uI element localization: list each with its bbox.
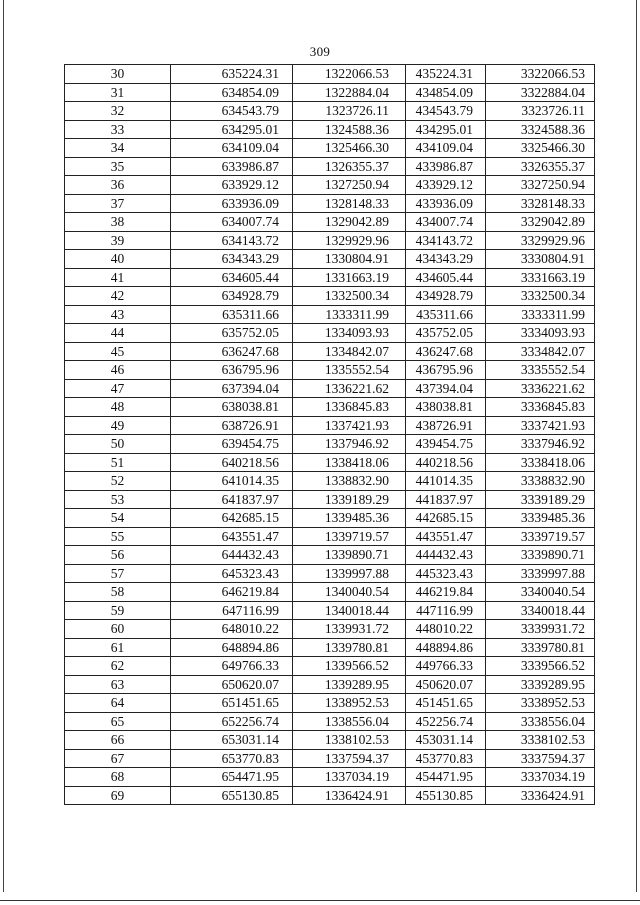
y-coordinate-cell: 1327250.94 xyxy=(293,176,406,195)
y-coordinate-cell: 1334093.93 xyxy=(293,324,406,343)
point-number-cell: 49 xyxy=(65,416,171,435)
table-row xyxy=(65,509,595,528)
x-coordinate-cell: 649766.33 xyxy=(171,657,293,676)
point-number-cell: 67 xyxy=(65,749,171,768)
y-coordinate-cell: 1339189.29 xyxy=(293,490,406,509)
y-coordinate-alt-cell: 3336221.62 xyxy=(486,379,595,398)
point-number-cell: 44 xyxy=(65,324,171,343)
point-number-cell: 69 xyxy=(65,786,171,805)
y-coordinate-cell: 1337034.19 xyxy=(293,768,406,787)
point-number-cell: 43 xyxy=(65,305,171,324)
x-coordinate-alt-cell: 434295.01 xyxy=(406,120,486,139)
table-row xyxy=(65,194,595,213)
x-coordinate-cell: 636795.96 xyxy=(171,361,293,380)
x-coordinate-alt-cell: 434343.29 xyxy=(406,250,486,269)
y-coordinate-cell: 1337946.92 xyxy=(293,435,406,454)
table-row xyxy=(65,268,595,287)
y-coordinate-alt-cell: 3339931.72 xyxy=(486,620,595,639)
y-coordinate-cell: 1338832.90 xyxy=(293,472,406,491)
point-number-cell: 55 xyxy=(65,527,171,546)
x-coordinate-alt-cell: 435752.05 xyxy=(406,324,486,343)
point-number-cell: 41 xyxy=(65,268,171,287)
table-row xyxy=(65,324,595,343)
y-coordinate-cell: 1333311.99 xyxy=(293,305,406,324)
table-row xyxy=(65,675,595,694)
x-coordinate-alt-cell: 442685.15 xyxy=(406,509,486,528)
x-coordinate-cell: 634109.04 xyxy=(171,139,293,158)
point-number-cell: 66 xyxy=(65,731,171,750)
x-coordinate-alt-cell: 434928.79 xyxy=(406,287,486,306)
y-coordinate-cell: 1339485.36 xyxy=(293,509,406,528)
x-coordinate-cell: 635311.66 xyxy=(171,305,293,324)
y-coordinate-cell: 1339931.72 xyxy=(293,620,406,639)
table-row xyxy=(65,731,595,750)
x-coordinate-alt-cell: 443551.47 xyxy=(406,527,486,546)
y-coordinate-cell: 1335552.54 xyxy=(293,361,406,380)
table-row xyxy=(65,176,595,195)
page-frame-left-edge xyxy=(3,0,4,892)
y-coordinate-alt-cell: 3339189.29 xyxy=(486,490,595,509)
point-number-cell: 30 xyxy=(65,65,171,84)
x-coordinate-alt-cell: 437394.04 xyxy=(406,379,486,398)
y-coordinate-alt-cell: 3340018.44 xyxy=(486,601,595,620)
x-coordinate-alt-cell: 440218.56 xyxy=(406,453,486,472)
y-coordinate-alt-cell: 3339890.71 xyxy=(486,546,595,565)
point-number-cell: 45 xyxy=(65,342,171,361)
x-coordinate-alt-cell: 447116.99 xyxy=(406,601,486,620)
y-coordinate-cell: 1337594.37 xyxy=(293,749,406,768)
table-row xyxy=(65,638,595,657)
x-coordinate-alt-cell: 434543.79 xyxy=(406,102,486,121)
y-coordinate-alt-cell: 3337034.19 xyxy=(486,768,595,787)
x-coordinate-cell: 634605.44 xyxy=(171,268,293,287)
table-row xyxy=(65,694,595,713)
x-coordinate-cell: 639454.75 xyxy=(171,435,293,454)
x-coordinate-cell: 640218.56 xyxy=(171,453,293,472)
y-coordinate-cell: 1340040.54 xyxy=(293,583,406,602)
x-coordinate-alt-cell: 441837.97 xyxy=(406,490,486,509)
x-coordinate-cell: 641014.35 xyxy=(171,472,293,491)
table-row xyxy=(65,546,595,565)
point-number-cell: 64 xyxy=(65,694,171,713)
x-coordinate-alt-cell: 448894.86 xyxy=(406,638,486,657)
y-coordinate-cell: 1338952.53 xyxy=(293,694,406,713)
y-coordinate-alt-cell: 3329929.96 xyxy=(486,231,595,250)
y-coordinate-alt-cell: 3322066.53 xyxy=(486,65,595,84)
x-coordinate-alt-cell: 449766.33 xyxy=(406,657,486,676)
y-coordinate-alt-cell: 3332500.34 xyxy=(486,287,595,306)
point-number-cell: 37 xyxy=(65,194,171,213)
y-coordinate-cell: 1339566.52 xyxy=(293,657,406,676)
y-coordinate-cell: 1339890.71 xyxy=(293,546,406,565)
point-number-cell: 62 xyxy=(65,657,171,676)
x-coordinate-alt-cell: 434605.44 xyxy=(406,268,486,287)
point-number-cell: 34 xyxy=(65,139,171,158)
x-coordinate-alt-cell: 434109.04 xyxy=(406,139,486,158)
table-row xyxy=(65,564,595,583)
x-coordinate-alt-cell: 433929.12 xyxy=(406,176,486,195)
y-coordinate-alt-cell: 3331663.19 xyxy=(486,268,595,287)
y-coordinate-cell: 1339780.81 xyxy=(293,638,406,657)
y-coordinate-alt-cell: 3334842.07 xyxy=(486,342,595,361)
y-coordinate-cell: 1338418.06 xyxy=(293,453,406,472)
point-number-cell: 33 xyxy=(65,120,171,139)
coordinate-table xyxy=(64,64,595,805)
x-coordinate-alt-cell: 439454.75 xyxy=(406,435,486,454)
table-row xyxy=(65,657,595,676)
y-coordinate-alt-cell: 3338832.90 xyxy=(486,472,595,491)
coordinate-table-body xyxy=(65,65,595,805)
y-coordinate-cell: 1339289.95 xyxy=(293,675,406,694)
x-coordinate-alt-cell: 438038.81 xyxy=(406,398,486,417)
x-coordinate-alt-cell: 433936.09 xyxy=(406,194,486,213)
point-number-cell: 39 xyxy=(65,231,171,250)
point-number-cell: 65 xyxy=(65,712,171,731)
x-coordinate-cell: 650620.07 xyxy=(171,675,293,694)
y-coordinate-alt-cell: 3326355.37 xyxy=(486,157,595,176)
y-coordinate-cell: 1332500.34 xyxy=(293,287,406,306)
point-number-cell: 51 xyxy=(65,453,171,472)
table-row xyxy=(65,768,595,787)
y-coordinate-alt-cell: 3335552.54 xyxy=(486,361,595,380)
page-bottom-edge xyxy=(0,900,640,901)
y-coordinate-alt-cell: 3336424.91 xyxy=(486,786,595,805)
y-coordinate-cell: 1337421.93 xyxy=(293,416,406,435)
x-coordinate-cell: 634143.72 xyxy=(171,231,293,250)
x-coordinate-cell: 653770.83 xyxy=(171,749,293,768)
x-coordinate-alt-cell: 451451.65 xyxy=(406,694,486,713)
x-coordinate-alt-cell: 453031.14 xyxy=(406,731,486,750)
x-coordinate-alt-cell: 455130.85 xyxy=(406,786,486,805)
table-row xyxy=(65,490,595,509)
point-number-cell: 56 xyxy=(65,546,171,565)
point-number-cell: 63 xyxy=(65,675,171,694)
x-coordinate-cell: 634543.79 xyxy=(171,102,293,121)
page-frame-right-edge xyxy=(636,0,637,892)
y-coordinate-cell: 1326355.37 xyxy=(293,157,406,176)
table-row xyxy=(65,250,595,269)
point-number-cell: 57 xyxy=(65,564,171,583)
point-number-cell: 48 xyxy=(65,398,171,417)
x-coordinate-alt-cell: 441014.35 xyxy=(406,472,486,491)
x-coordinate-cell: 635752.05 xyxy=(171,324,293,343)
point-number-cell: 52 xyxy=(65,472,171,491)
table-row xyxy=(65,601,595,620)
y-coordinate-alt-cell: 3336845.83 xyxy=(486,398,595,417)
x-coordinate-cell: 648010.22 xyxy=(171,620,293,639)
point-number-cell: 40 xyxy=(65,250,171,269)
y-coordinate-alt-cell: 3327250.94 xyxy=(486,176,595,195)
point-number-cell: 47 xyxy=(65,379,171,398)
y-coordinate-cell: 1339719.57 xyxy=(293,527,406,546)
table-row xyxy=(65,65,595,84)
table-row xyxy=(65,379,595,398)
point-number-cell: 68 xyxy=(65,768,171,787)
y-coordinate-alt-cell: 3338102.53 xyxy=(486,731,595,750)
table-row xyxy=(65,287,595,306)
x-coordinate-cell: 641837.97 xyxy=(171,490,293,509)
table-row xyxy=(65,712,595,731)
x-coordinate-cell: 635224.31 xyxy=(171,65,293,84)
x-coordinate-cell: 637394.04 xyxy=(171,379,293,398)
y-coordinate-cell: 1322066.53 xyxy=(293,65,406,84)
y-coordinate-alt-cell: 3340040.54 xyxy=(486,583,595,602)
y-coordinate-alt-cell: 3334093.93 xyxy=(486,324,595,343)
x-coordinate-cell: 644432.43 xyxy=(171,546,293,565)
y-coordinate-cell: 1338556.04 xyxy=(293,712,406,731)
y-coordinate-cell: 1338102.53 xyxy=(293,731,406,750)
y-coordinate-alt-cell: 3322884.04 xyxy=(486,83,595,102)
y-coordinate-cell: 1324588.36 xyxy=(293,120,406,139)
x-coordinate-cell: 653031.14 xyxy=(171,731,293,750)
x-coordinate-alt-cell: 454471.95 xyxy=(406,768,486,787)
table-row xyxy=(65,342,595,361)
y-coordinate-alt-cell: 3333311.99 xyxy=(486,305,595,324)
table-row xyxy=(65,749,595,768)
table-row xyxy=(65,416,595,435)
y-coordinate-cell: 1322884.04 xyxy=(293,83,406,102)
y-coordinate-cell: 1329929.96 xyxy=(293,231,406,250)
point-number-cell: 46 xyxy=(65,361,171,380)
y-coordinate-cell: 1336845.83 xyxy=(293,398,406,417)
y-coordinate-alt-cell: 3339780.81 xyxy=(486,638,595,657)
y-coordinate-cell: 1328148.33 xyxy=(293,194,406,213)
x-coordinate-cell: 634928.79 xyxy=(171,287,293,306)
point-number-cell: 59 xyxy=(65,601,171,620)
x-coordinate-alt-cell: 450620.07 xyxy=(406,675,486,694)
y-coordinate-cell: 1323726.11 xyxy=(293,102,406,121)
x-coordinate-cell: 645323.43 xyxy=(171,564,293,583)
table-row xyxy=(65,102,595,121)
x-coordinate-alt-cell: 436247.68 xyxy=(406,342,486,361)
y-coordinate-alt-cell: 3338952.53 xyxy=(486,694,595,713)
x-coordinate-alt-cell: 435224.31 xyxy=(406,65,486,84)
y-coordinate-cell: 1331663.19 xyxy=(293,268,406,287)
table-row xyxy=(65,435,595,454)
point-number-cell: 58 xyxy=(65,583,171,602)
y-coordinate-alt-cell: 3339289.95 xyxy=(486,675,595,694)
y-coordinate-cell: 1336424.91 xyxy=(293,786,406,805)
point-number-cell: 50 xyxy=(65,435,171,454)
y-coordinate-alt-cell: 3337594.37 xyxy=(486,749,595,768)
x-coordinate-cell: 655130.85 xyxy=(171,786,293,805)
table-row xyxy=(65,305,595,324)
x-coordinate-cell: 634854.09 xyxy=(171,83,293,102)
y-coordinate-alt-cell: 3330804.91 xyxy=(486,250,595,269)
y-coordinate-cell: 1329042.89 xyxy=(293,213,406,232)
point-number-cell: 36 xyxy=(65,176,171,195)
x-coordinate-alt-cell: 452256.74 xyxy=(406,712,486,731)
table-row xyxy=(65,527,595,546)
y-coordinate-cell: 1336221.62 xyxy=(293,379,406,398)
x-coordinate-alt-cell: 438726.91 xyxy=(406,416,486,435)
x-coordinate-alt-cell: 434143.72 xyxy=(406,231,486,250)
point-number-cell: 42 xyxy=(65,287,171,306)
x-coordinate-cell: 633929.12 xyxy=(171,176,293,195)
x-coordinate-cell: 636247.68 xyxy=(171,342,293,361)
y-coordinate-cell: 1330804.91 xyxy=(293,250,406,269)
point-number-cell: 32 xyxy=(65,102,171,121)
table-row xyxy=(65,472,595,491)
x-coordinate-alt-cell: 434007.74 xyxy=(406,213,486,232)
y-coordinate-alt-cell: 3338556.04 xyxy=(486,712,595,731)
y-coordinate-cell: 1334842.07 xyxy=(293,342,406,361)
x-coordinate-alt-cell: 446219.84 xyxy=(406,583,486,602)
y-coordinate-alt-cell: 3328148.33 xyxy=(486,194,595,213)
x-coordinate-cell: 647116.99 xyxy=(171,601,293,620)
table-row xyxy=(65,361,595,380)
x-coordinate-cell: 633986.87 xyxy=(171,157,293,176)
y-coordinate-cell: 1340018.44 xyxy=(293,601,406,620)
table-row xyxy=(65,398,595,417)
x-coordinate-cell: 638038.81 xyxy=(171,398,293,417)
x-coordinate-alt-cell: 433986.87 xyxy=(406,157,486,176)
table-row xyxy=(65,453,595,472)
x-coordinate-cell: 634343.29 xyxy=(171,250,293,269)
y-coordinate-alt-cell: 3325466.30 xyxy=(486,139,595,158)
x-coordinate-alt-cell: 436795.96 xyxy=(406,361,486,380)
point-number-cell: 61 xyxy=(65,638,171,657)
table-row xyxy=(65,83,595,102)
y-coordinate-alt-cell: 3329042.89 xyxy=(486,213,595,232)
x-coordinate-alt-cell: 453770.83 xyxy=(406,749,486,768)
x-coordinate-alt-cell: 444432.43 xyxy=(406,546,486,565)
table-row xyxy=(65,620,595,639)
point-number-cell: 38 xyxy=(65,213,171,232)
x-coordinate-cell: 651451.65 xyxy=(171,694,293,713)
table-row xyxy=(65,139,595,158)
x-coordinate-cell: 633936.09 xyxy=(171,194,293,213)
y-coordinate-alt-cell: 3339719.57 xyxy=(486,527,595,546)
table-row xyxy=(65,120,595,139)
table-row xyxy=(65,583,595,602)
y-coordinate-cell: 1325466.30 xyxy=(293,139,406,158)
y-coordinate-alt-cell: 3337946.92 xyxy=(486,435,595,454)
y-coordinate-alt-cell: 3339566.52 xyxy=(486,657,595,676)
y-coordinate-alt-cell: 3324588.36 xyxy=(486,120,595,139)
x-coordinate-cell: 634295.01 xyxy=(171,120,293,139)
point-number-cell: 53 xyxy=(65,490,171,509)
point-number-cell: 60 xyxy=(65,620,171,639)
x-coordinate-cell: 652256.74 xyxy=(171,712,293,731)
page-number: 309 xyxy=(309,44,331,59)
point-number-cell: 35 xyxy=(65,157,171,176)
table-row xyxy=(65,786,595,805)
x-coordinate-alt-cell: 445323.43 xyxy=(406,564,486,583)
point-number-cell: 54 xyxy=(65,509,171,528)
x-coordinate-cell: 643551.47 xyxy=(171,527,293,546)
x-coordinate-cell: 646219.84 xyxy=(171,583,293,602)
x-coordinate-alt-cell: 448010.22 xyxy=(406,620,486,639)
y-coordinate-alt-cell: 3339997.88 xyxy=(486,564,595,583)
x-coordinate-alt-cell: 435311.66 xyxy=(406,305,486,324)
table-row xyxy=(65,231,595,250)
x-coordinate-cell: 638726.91 xyxy=(171,416,293,435)
x-coordinate-cell: 642685.15 xyxy=(171,509,293,528)
x-coordinate-cell: 634007.74 xyxy=(171,213,293,232)
y-coordinate-alt-cell: 3323726.11 xyxy=(486,102,595,121)
y-coordinate-cell: 1339997.88 xyxy=(293,564,406,583)
y-coordinate-alt-cell: 3338418.06 xyxy=(486,453,595,472)
y-coordinate-alt-cell: 3337421.93 xyxy=(486,416,595,435)
x-coordinate-cell: 654471.95 xyxy=(171,768,293,787)
table-row xyxy=(65,157,595,176)
table-row xyxy=(65,213,595,232)
y-coordinate-alt-cell: 3339485.36 xyxy=(486,509,595,528)
x-coordinate-cell: 648894.86 xyxy=(171,638,293,657)
x-coordinate-alt-cell: 434854.09 xyxy=(406,83,486,102)
point-number-cell: 31 xyxy=(65,83,171,102)
